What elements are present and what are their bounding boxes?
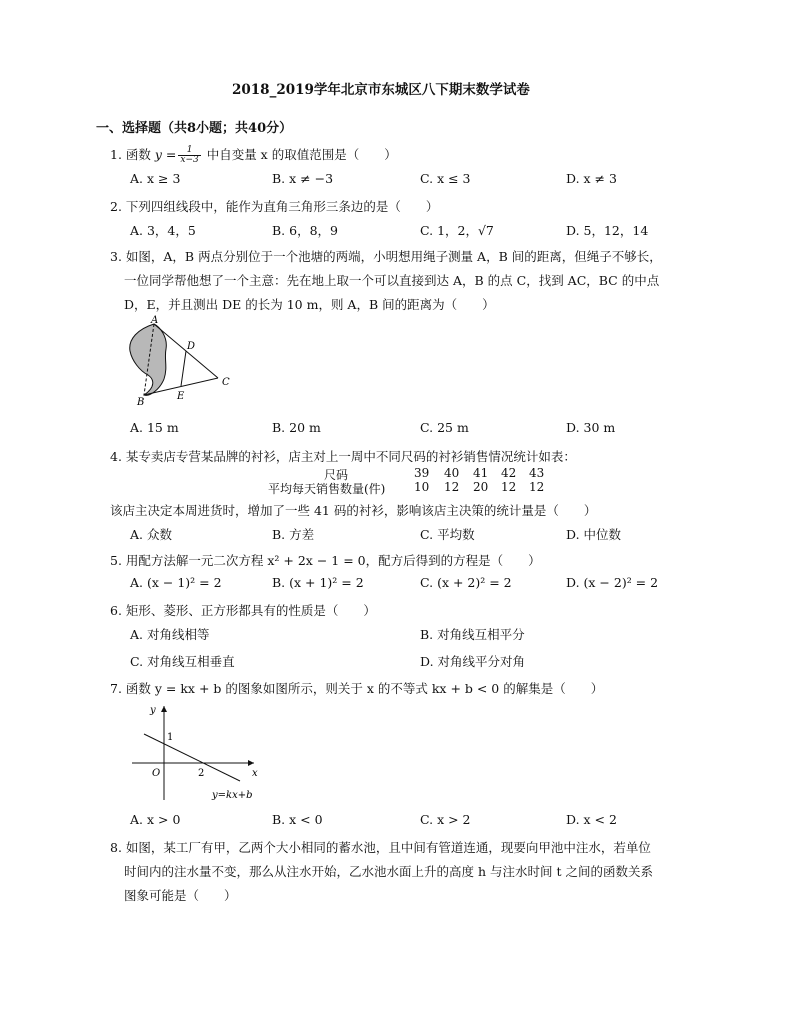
q3-option-a[interactable]: A. 15 m	[130, 420, 179, 435]
question-7: 7. 函数 y = kx + b 的图象如图所示，则关于 x 的不等式 kx + b < 0 的解集是（ ）	[110, 681, 604, 696]
q6-option-d[interactable]: D. 对角线平分对角	[420, 654, 526, 669]
table-cell: 20	[473, 480, 489, 494]
table-cell: 42	[501, 466, 517, 480]
q2-option-c[interactable]: C. 1，2，√7	[420, 223, 494, 238]
q5-option-a[interactable]: A. (x − 1)² = 2	[130, 575, 222, 590]
table-cell: 41	[473, 466, 489, 480]
question-2: 2. 下列四组线段中，能作为直角三角形三条边的是（ ）	[110, 199, 439, 214]
q1-option-d[interactable]: D. x ≠ 3	[566, 171, 617, 186]
q1-option-b[interactable]: B. x ≠ −3	[272, 171, 334, 186]
q5-option-c[interactable]: C. (x + 2)² = 2	[420, 575, 512, 590]
page-title: 2018_2019学年北京市东城区八下期末数学试卷	[232, 82, 530, 98]
formula-fraction	[178, 146, 200, 165]
table-cell: 12	[501, 480, 517, 494]
table-cell: 12	[444, 480, 460, 494]
q3-option-c[interactable]: C. 25 m	[420, 420, 469, 435]
question-8-line-2: 时间内的注水量不变，那么从注水开始，乙水池水面上升的高度 h 与注水时间 t 之间的函数关系	[124, 864, 653, 879]
label-d: D	[187, 341, 196, 352]
label-c: C	[222, 377, 230, 388]
question-3-line-2: 一位同学帮他想了一个主意：先在地上取一个可以直接到达 A，B 的点 C，找到 AC，BC 的中点	[124, 273, 660, 288]
question-3-line-1: 3. 如图，A，B 两点分别位于一个池塘的两端，小明想用绳子测量 A，B 间的距离，但绳子不够长，	[110, 249, 662, 264]
formula-numerator: 1	[178, 146, 200, 156]
linear-function-graph	[130, 700, 270, 806]
q7-option-b[interactable]: B. x < 0	[272, 812, 323, 827]
question-5: 5. 用配方法解一元二次方程 x² + 2x − 1 = 0，配方后得到的方程是（ ）	[110, 553, 541, 568]
q7-option-d[interactable]: D. x < 2	[566, 812, 617, 827]
question-1-suffix: 中自变量 x 的取值范围是（ ）	[202, 147, 397, 162]
q1-option-a[interactable]: A. x ≥ 3	[130, 171, 181, 186]
q3-option-b[interactable]: B. 20 m	[272, 420, 321, 435]
table-row-2-label: 平均每天销售数量(件)	[268, 482, 386, 496]
pond-triangle-figure	[120, 315, 240, 407]
label-e: E	[177, 391, 185, 402]
q3-option-d[interactable]: D. 30 m	[566, 420, 616, 435]
question-1	[110, 145, 397, 165]
table-cell: 39	[414, 466, 430, 480]
segment-de	[181, 351, 186, 386]
table-cell: 40	[444, 466, 460, 480]
x-intercept-label: 2	[198, 768, 205, 779]
q6-option-c[interactable]: C. 对角线互相垂直	[130, 654, 235, 669]
formula-lhs: y =	[154, 147, 177, 162]
q4-option-b[interactable]: B. 方差	[272, 527, 315, 542]
line-equation-label: y=kx+b	[212, 790, 253, 801]
question-4: 4. 某专卖店专营某品牌的衬衫，店主对上一周中不同尺码的衬衫销售情况统计如表：	[110, 449, 576, 464]
x-axis-label: x	[252, 768, 258, 779]
formula-denominator: x−3	[180, 155, 199, 165]
q5-option-b[interactable]: B. (x + 1)² = 2	[272, 575, 364, 590]
q2-option-b[interactable]: B. 6，8，9	[272, 223, 338, 238]
q4-option-a[interactable]: A. 众数	[130, 527, 172, 542]
question-4-followup: 该店主决定本周进货时，增加了一些 41 码的衬衫，影响该店主决策的统计量是（ ）	[110, 503, 597, 518]
q6-option-b[interactable]: B. 对角线互相平分	[420, 627, 525, 642]
question-8-line-1: 8. 如图，某工厂有甲，乙两个大小相同的蓄水池，且中间有管道连通，现要向甲池中注水，若单位	[110, 840, 651, 855]
table-cell: 10	[414, 480, 430, 494]
pond-shape	[130, 324, 167, 395]
y-intercept-label: 1	[167, 732, 174, 743]
section-heading: 一、选择题（共8小题；共40分）	[96, 121, 293, 136]
size-sales-table	[262, 466, 562, 494]
question-1-formula	[154, 145, 203, 165]
table-row-sales	[262, 480, 562, 494]
question-1-prefix: 1. 函数	[110, 147, 155, 162]
q4-option-d[interactable]: D. 中位数	[566, 527, 622, 542]
question-8-line-3: 图象可能是（ ）	[124, 888, 237, 903]
q2-option-d[interactable]: D. 5，12，14	[566, 223, 649, 238]
table-row-1-label: 尺码	[324, 468, 349, 482]
q5-option-d[interactable]: D. (x − 2)² = 2	[566, 575, 659, 590]
q7-option-c[interactable]: C. x > 2	[420, 812, 471, 827]
q2-option-a[interactable]: A. 3，4，5	[130, 223, 196, 238]
q7-option-a[interactable]: A. x > 0	[130, 812, 181, 827]
question-3-line-3: D，E，并且测出 DE 的长为 10 m，则 A，B 间的距离为（ ）	[124, 297, 495, 312]
table-row-size	[262, 466, 562, 480]
q6-option-a[interactable]: A. 对角线相等	[130, 627, 210, 642]
q4-option-c[interactable]: C. 平均数	[420, 527, 475, 542]
table-cell: 12	[529, 480, 545, 494]
q1-option-c[interactable]: C. x ≤ 3	[420, 171, 471, 186]
table-cell: 43	[529, 466, 545, 480]
label-a: A	[151, 315, 159, 326]
y-axis-label: y	[150, 705, 156, 716]
origin-label: O	[152, 768, 161, 779]
question-6: 6. 矩形、菱形、正方形都具有的性质是（ ）	[110, 603, 376, 618]
label-b: B	[137, 397, 145, 407]
